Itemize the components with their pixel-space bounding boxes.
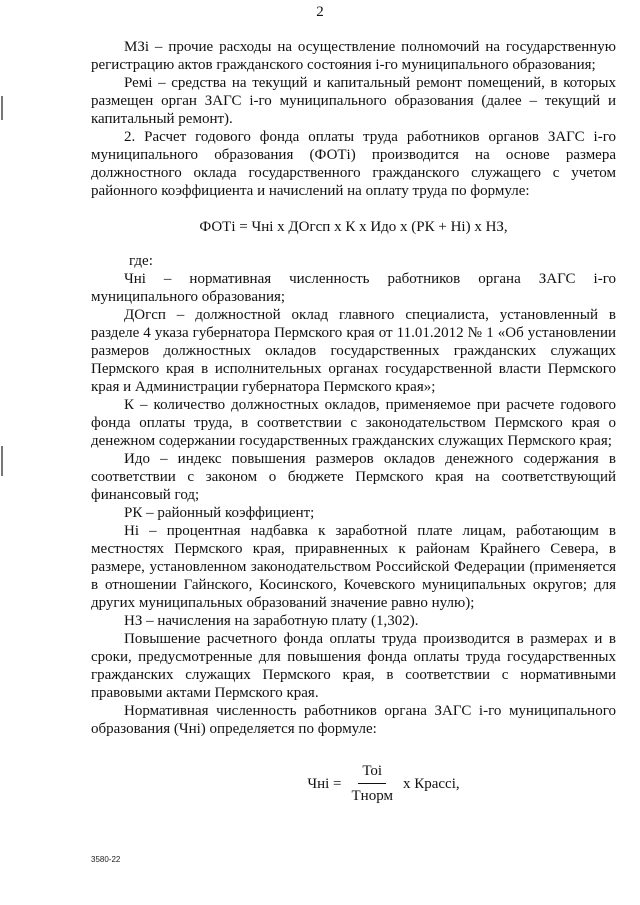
formula-rhs: x Крассi, (402, 775, 460, 792)
scan-margin-mark (1, 446, 3, 476)
paragraph-raise: Повышение расчетного фонда оплаты труда производится в размерах и в сроки, предусмотренные для повышения фонда оплаты труда государственных гражданских служащих Пермского края, в соответствии с нормативными правовыми актами Пермского края. (91, 631, 616, 701)
paragraph: МЗi – прочие расходы на осуществление полномочий на государственную регистрацию актов гражданского состояния i-го муниципального образования; (91, 39, 616, 73)
paragraph-norm-count: Нормативная численность работников органа ЗАГС i-го муниципального образования (Чнi) определяется по формуле: (91, 703, 616, 737)
formula-fot: ФОТi = Чнi x ДОгсп x К x Идо x (РК + Нi) x НЗ, (199, 219, 508, 235)
definition-ni: Нi – процентная надбавка к заработной плате лицам, работающим в местностях Пермского края, приравненных к районам Крайнего Севера, в размере, установленном законодательством Российской Федерации (применяется в отношении Гайнского, Косинского, Кочевского муниципальных округов; для других муниципальных образований значение равно нулю); (91, 523, 616, 611)
paragraph: 2. Расчет годового фонда оплаты труда работников органов ЗАГС i-го муниципального образования (ФОТi) производится на основе размера должностного оклада государственного гражданского служащего с учетом районного коэффициента и начислений на оплату труда по формуле: (91, 129, 616, 199)
document-code: 3580-22 (91, 855, 121, 864)
definition-chni: Чнi – нормативная численность работников органа ЗАГС i-го муниципального образования; (91, 271, 616, 305)
fraction-numerator: Тоi (358, 762, 386, 784)
definition-dogsp: ДОгсп – должностной оклад главного специалиста, установленный в разделе 4 указа губернатора Пермского края от 11.01.2012 № 1 «Об установлении размеров должностных окладов государственных гражданских служащих Пермского края в исполнительных органах государственной власти Пермского края и Администрации губернатора Пермского края»; (91, 307, 616, 395)
definition-k: К – количество должностных окладов, применяемое при расчете годового фонда оплаты труда, в соответствии с законодательством Пермского края о денежном содержании государственных гражданских служащих Пермского края; (91, 397, 616, 449)
definition-ido: Идо – индекс повышения размеров окладов денежного содержания в соответствии с законом о бюджете Пермского края на соответствующий финансовый год; (91, 451, 616, 503)
formula-chni (151, 762, 616, 805)
where-label: где: (129, 253, 153, 269)
formula-lhs: Чнi = (307, 775, 342, 792)
document-body (91, 38, 616, 805)
fraction (348, 762, 397, 805)
fraction-denominator: Тнорм (351, 788, 393, 804)
page-number: 2 (316, 4, 324, 20)
paragraph: Ремi – средства на текущий и капитальный ремонт помещений, в которых размещен орган ЗАГС i-го муниципального образования (далее – текущий и капитальный ремонт). (91, 75, 616, 127)
definition-rk: РК – районный коэффициент; (124, 505, 315, 521)
definition-nz: НЗ – начисления на заработную плату (1,302). (124, 613, 419, 629)
scan-margin-mark (1, 96, 3, 120)
